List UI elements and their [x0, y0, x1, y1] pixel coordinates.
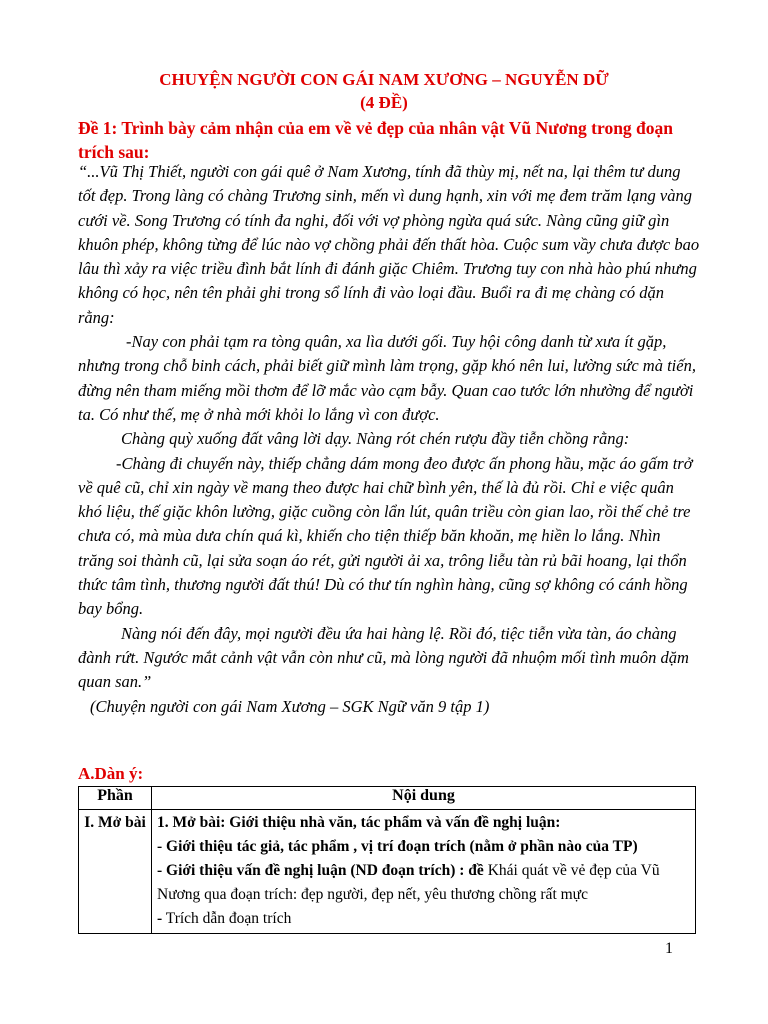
doc-title: CHUYỆN NGƯỜI CON GÁI NAM XƯƠNG – NGUYỄN DỮ — [159, 70, 609, 89]
page-number: 1 — [665, 940, 673, 957]
excerpt-block — [78, 160, 700, 719]
doc-subtitle: (4 ĐỀ) — [360, 93, 408, 112]
table-row — [79, 810, 696, 934]
column-header-part: Phần — [79, 787, 152, 810]
excerpt-paragraph: Chàng quỳ xuống đất vâng lời dạy. Nàng rót chén rượu đầy tiễn chồng rằng: — [121, 429, 630, 449]
table-cell-content — [152, 810, 696, 934]
content-line-text: Trích dẫn đoạn trích — [162, 910, 292, 927]
content-line — [157, 859, 691, 907]
outline-label: A.Dàn ý: — [78, 764, 144, 783]
outline-table — [78, 786, 696, 934]
excerpt-paragraph: Nàng nói đến đây, mọi người đều ứa hai hàng lệ. Rồi đó, tiệc tiễn vừa tàn, áo chàng đành rứt. Ngước mắt cảnh vật vẫn còn như cũ, mà lòng người đã nhuộm mối tình muôn dặm quan san.” — [78, 623, 689, 692]
excerpt-paragraph: “...Vũ Thị Thiết, người con gái quê ở Nam Xương, tính đã thùy mị, nết na, lại thêm tư dung tốt đẹp. Trong làng có chàng Trương sinh, mến vì dung hạnh, xin với mẹ đem trăm lạng vàng cưới về. Song Trương có tính đa nghi, đối với vợ phòng ngừa quá sức. Nàng cũng giữ gìn khuôn phép, không từng để lúc nào vợ chồng phải đến thất hòa. Cuộc sum vầy chưa được bao lâu thì xảy ra việc triều đình bắt lính đi đánh giặc Chiêm. Trương tuy con nhà hào phú nhưng không có học, nên tên phải ghi trong sổ lính đi vào loại đầu. Buổi ra đi mẹ chàng có dặn rằng: — [78, 162, 700, 327]
table-cell-part: I. Mở bài — [79, 810, 152, 934]
table-header-row — [79, 787, 696, 810]
content-line: - Giới thiệu tác giả, tác phẩm , vị trí đoạn trích (nằm ở phần nào của TP) — [157, 838, 638, 855]
content-line-bold: - Giới thiệu vấn đề nghị luận (ND đoạn trích) : đề — [157, 862, 484, 879]
column-header-content: Nội dung — [152, 787, 696, 810]
excerpt-paragraph: -Chàng đi chuyến này, thiếp chẳng dám mong đeo được ấn phong hầu, mặc áo gấm trở về quê cũ, chỉ xin ngày về mang theo được hai chữ bình yên, thế là đủ rồi. Chỉ e việc quân khó liệu, thế giặc khôn lường, giặc cuồng còn lẩn lút, quân triều còn gian lao, rồi thế chẻ tre chưa có, mà mùa dưa chín quá kì, khiến cho tiện thiếp băn khoăn, mẹ hiền lo lắng. Nhìn trăng soi thành cũ, lại sửa soạn áo rét, gửi người ải xa, trông liễu tàn rủ bãi hoang, lại thổn thức tâm tình, thương người đất thú! Dù có thư tín nghìn hàng, cũng sợ không có cánh hồng bay bổng. — [78, 453, 693, 619]
content-line: 1. Mở bài: Giới thiệu nhà văn, tác phẩm và vấn đề nghị luận: — [157, 814, 561, 831]
excerpt-paragraph: -Nay con phải tạm ra tòng quân, xa lìa dưới gối. Tuy hội công danh từ xưa ít gặp, nhưng trong chỗ binh cách, phải biết giữ mình làm trọng, gặp khó nên lui, lường sức mà tiến, đừng nên tham miếng mồi thơm để lỡ mắc vào cạm bẫy. Quan cao tước lớn nhường để người ta. Có như thế, mẹ ở nhà mới khỏi lo lắng vì con được. — [78, 332, 696, 424]
excerpt-source: (Chuyện người con gái Nam Xương – SGK Ngữ văn 9 tập 1) — [90, 696, 490, 716]
question-heading: Đề 1: Trình bày cảm nhận của em về vẻ đẹp của nhân vật Vũ Nương trong đoạn trích sau: — [78, 118, 674, 162]
content-line — [157, 907, 691, 931]
content-line-text: Khái quát về vẻ đẹp của Vũ Nương qua đoạn trích: đẹp người, đẹp nết, yêu thương chồng rất mực — [157, 862, 660, 903]
content-line-bold: - — [157, 910, 163, 927]
